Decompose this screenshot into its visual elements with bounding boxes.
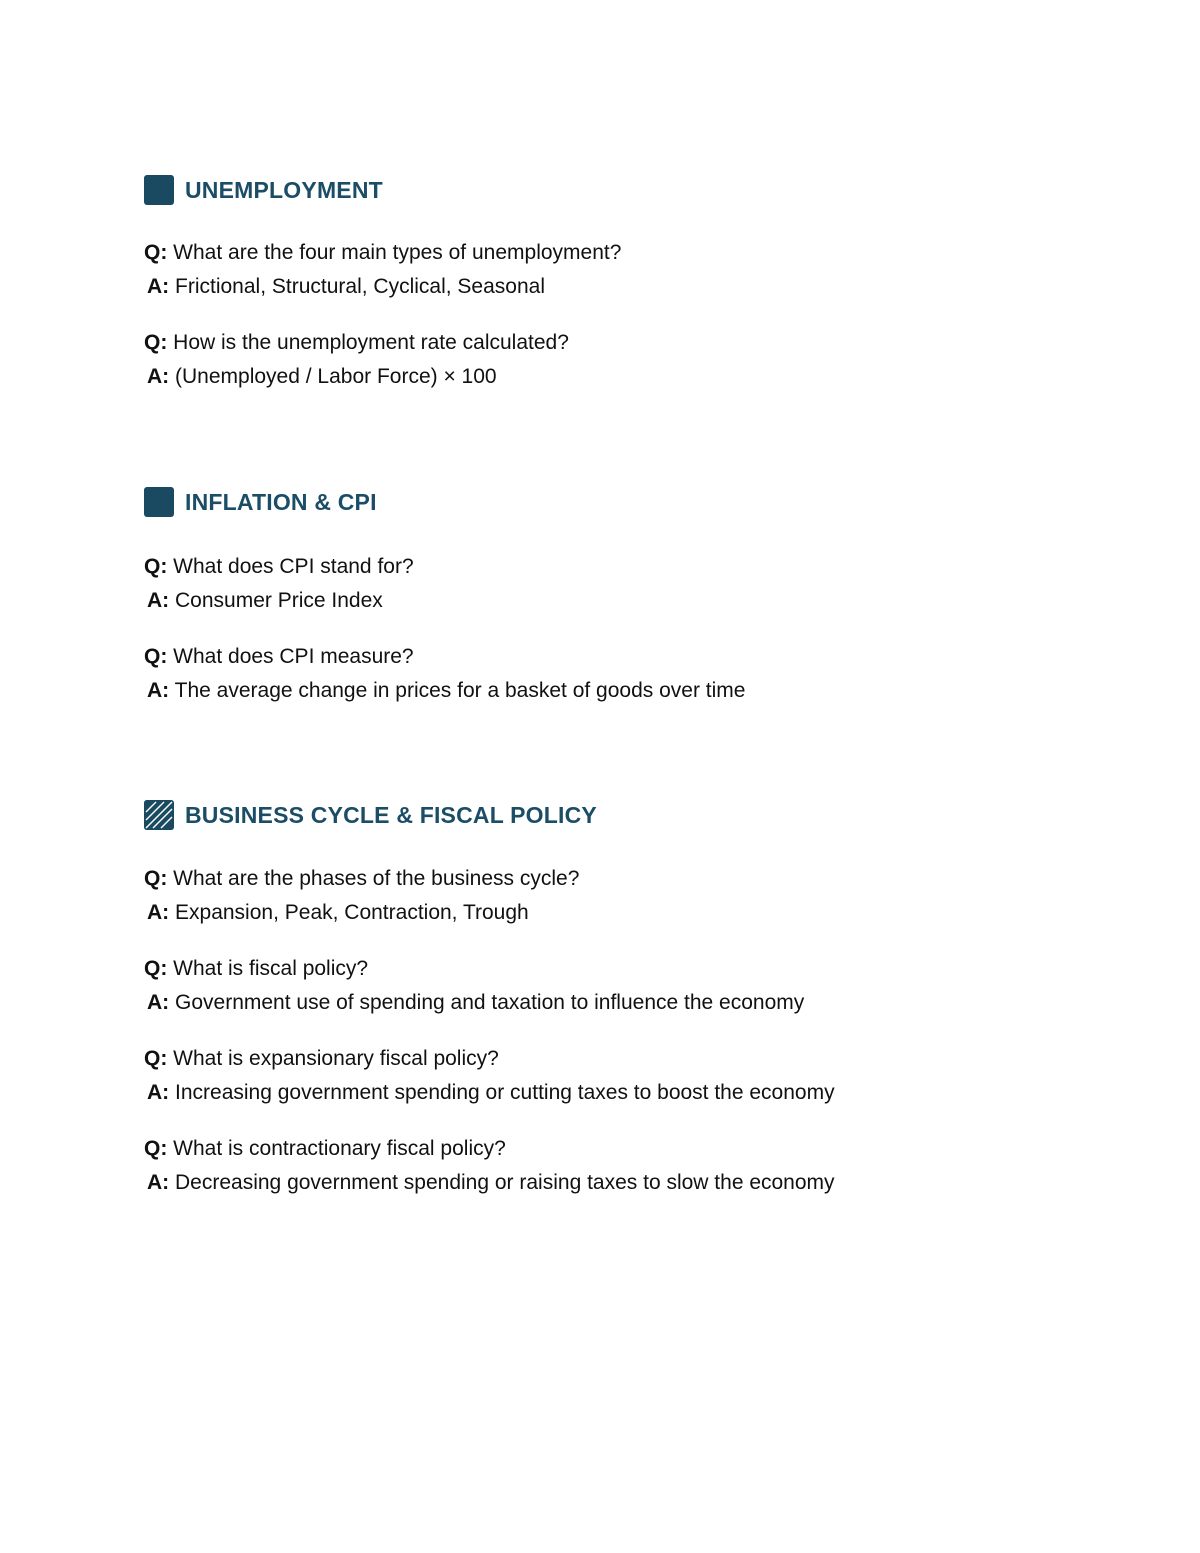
dark-square-icon [144,487,174,517]
question-prefix: Q: [144,555,168,578]
question-text: How is the unemployment rate calculated? [173,331,569,354]
qa-item [144,326,1044,394]
answer-text: Increasing government spending or cutting taxes to boost the economy [175,1081,835,1104]
striped-square-icon [144,800,174,830]
question-line [144,862,1044,896]
answer-prefix: A: [147,365,170,388]
section-inflation-cpi [144,485,1044,708]
answer-text: Government use of spending and taxation to influence the economy [175,991,805,1014]
answer-text: The average change in prices for a basket of goods over time [174,679,746,702]
qa-item [144,640,1044,708]
question-line [144,1132,1044,1166]
question-text: What does CPI stand for? [173,555,414,578]
answer-prefix: A: [147,991,170,1014]
section-heading [144,173,1044,207]
question-prefix: Q: [144,1137,168,1160]
answer-text: Consumer Price Index [175,589,383,612]
question-line [144,952,1044,986]
dark-square-icon [144,175,174,205]
answer-line [144,584,1044,618]
question-line [144,1042,1044,1076]
section-title: BUSINESS CYCLE & FISCAL POLICY [185,801,597,828]
question-text: What is contractionary fiscal policy? [173,1137,506,1160]
question-prefix: Q: [144,867,168,890]
question-text: What is fiscal policy? [173,957,369,980]
question-prefix: Q: [144,645,168,668]
answer-line [144,986,1044,1020]
answer-prefix: A: [147,679,170,702]
answer-line [144,360,1044,394]
answer-line [144,674,1044,708]
question-text: What are the phases of the business cycle? [173,867,580,890]
question-line [144,236,1044,270]
answer-line [144,896,1044,930]
answer-line [144,1166,1044,1200]
section-heading [144,798,1044,832]
answer-text: Decreasing government spending or raising taxes to slow the economy [175,1171,835,1194]
answer-prefix: A: [147,901,170,924]
answer-prefix: A: [147,1171,170,1194]
section-title: UNEMPLOYMENT [185,176,383,203]
question-text: What is expansionary fiscal policy? [173,1047,499,1070]
section-unemployment [144,173,1044,394]
answer-line [144,1076,1044,1110]
answer-text: Expansion, Peak, Contraction, Trough [175,901,529,924]
qa-item [144,236,1044,304]
question-line [144,550,1044,584]
qa-item [144,1042,1044,1110]
question-prefix: Q: [144,241,168,264]
answer-text: Frictional, Structural, Cyclical, Seasonal [175,275,545,298]
question-prefix: Q: [144,1047,168,1070]
question-text: What does CPI measure? [173,645,414,668]
question-prefix: Q: [144,331,168,354]
section-heading [144,485,1044,519]
question-text: What are the four main types of unemployment? [173,241,622,264]
question-line [144,640,1044,674]
section-business-cycle-fiscal-policy [144,798,1044,1200]
question-line [144,326,1044,360]
qa-item [144,862,1044,930]
answer-text: (Unemployed / Labor Force) × 100 [175,365,497,388]
answer-prefix: A: [147,275,170,298]
qa-item [144,1132,1044,1200]
question-prefix: Q: [144,957,168,980]
answer-prefix: A: [147,1081,170,1104]
answer-prefix: A: [147,589,170,612]
qa-item [144,952,1044,1020]
section-title: INFLATION & CPI [185,488,377,515]
answer-line [144,270,1044,304]
qa-item [144,550,1044,618]
